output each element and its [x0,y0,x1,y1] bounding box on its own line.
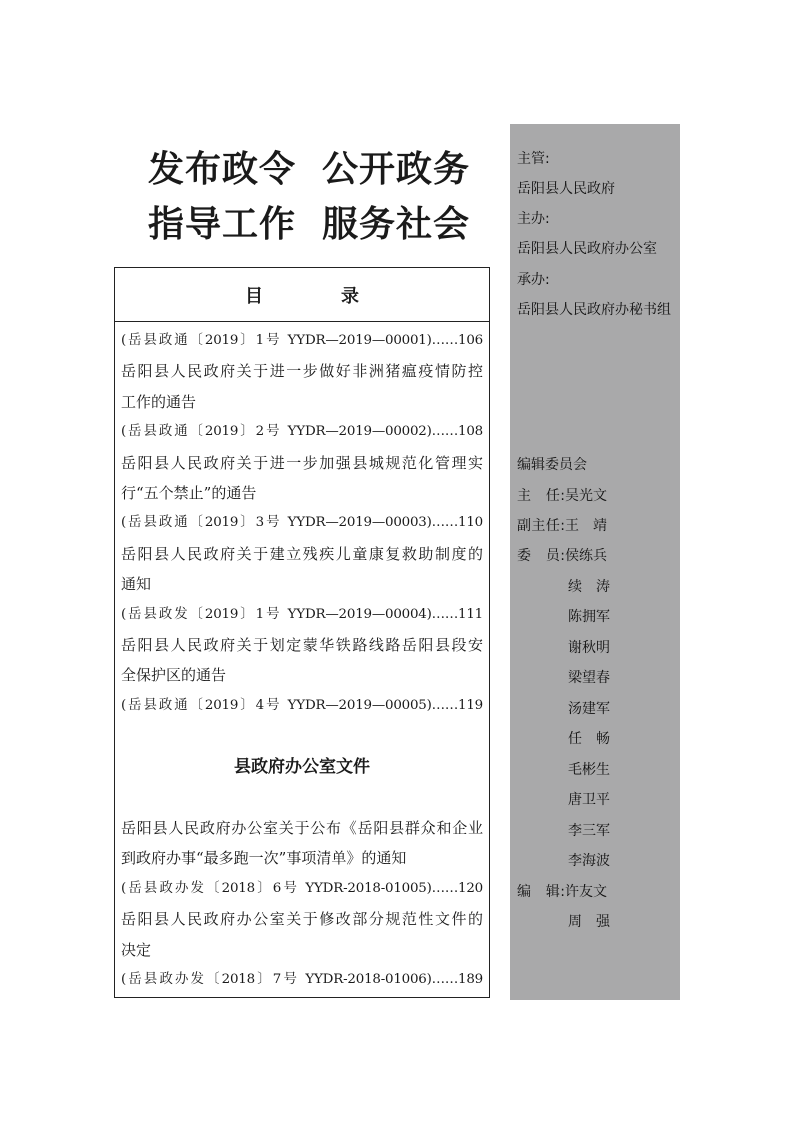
toc-reference-line: (岳县政通〔2019〕2号 YYDR—2019—00002)……108 [121,424,483,440]
toc-title-line: 岳阳县人民政府关于划定蒙华铁路线路岳阳县段安 [121,635,483,654]
toc-title-line: 岳阳县人民政府关于进一步做好非洲猪瘟疫情防控 [121,362,483,381]
member-name: 毛彬生 [568,762,610,778]
toc-title-line: 工作的通告 [121,392,197,411]
committee-title: 编辑委员会 [517,457,587,473]
member-name: 侯练兵 [565,548,607,564]
director-name: 吴光文 [565,488,607,504]
sponsor-label: 主办: [517,211,550,227]
editor-row [517,881,607,901]
deputy-label: 副主任: [517,518,565,534]
slogan-2b: 服务社会 [322,204,471,245]
toc-title-line: 岳阳县人民政府办公室关于公布《岳阳县群众和企业 [121,819,483,838]
slogan-1b: 公开政务 [322,149,471,190]
toc-title-line: 到政府办事“最多跑一次”事项清单》的通知 [121,849,407,868]
editor-name: 许友文 [565,884,607,900]
member-name: 汤建军 [568,701,610,717]
toc-heading: 目 录 [115,268,489,322]
member-name: 任 畅 [568,731,610,747]
toc-title-line: 全保护区的通告 [121,666,227,685]
members-label: 委 员: [517,548,565,564]
member-name: 李海波 [568,853,610,869]
sponsor-name: 岳阳县人民政府办公室 [517,241,657,257]
toc-title-line: 通知 [121,575,152,594]
supervisor-label: 主管: [517,151,550,167]
organizer-name: 岳阳县人民政府办秘书组 [517,302,671,318]
deputy-row [517,515,607,535]
toc-title-line: 岳阳县人民政府办公室关于修改部分规范性文件的 [121,910,483,929]
table-of-contents [114,267,490,998]
director-label: 主 任: [517,488,565,504]
toc-title-line: 决定 [121,940,152,959]
slogan-2a: 指导工作 [148,204,297,245]
toc-title-line: 行“五个禁止”的通告 [121,483,257,502]
member-name: 谢秋明 [568,640,610,656]
toc-entries-bottom [121,813,483,995]
toc-reference-line: (岳县政发〔2019〕1号 YYDR—2019—00004)……111 [121,606,483,622]
toc-title-line: 岳阳县人民政府关于进一步加强县城规范化管理实 [121,453,483,472]
toc-reference-line: (岳县政通〔2019〕3号 YYDR—2019—00003)……110 [121,515,483,531]
editor-name: 周 强 [568,914,610,930]
toc-reference-line: (岳县政通〔2019〕4号 YYDR—2019—00005)……119 [121,697,483,713]
member-name: 续 涛 [568,579,610,595]
masthead-sidebar [510,124,680,1000]
toc-reference-line: (岳县政办发〔2018〕7号 YYDR-2018-01006)……189 [121,972,483,988]
director-row [517,485,607,505]
slogan-1a: 发布政令 [148,149,297,190]
organizer-label: 承办: [517,272,550,288]
supervisor-name: 岳阳县人民政府 [517,181,615,197]
editor-label: 编 辑: [517,884,565,900]
deputy-name: 王 靖 [565,518,607,534]
toc-title-line: 岳阳县人民政府关于建立残疾儿童康复救助制度的 [121,544,483,563]
slogan-line-1 [148,141,471,192]
slogan-line-2 [148,196,471,247]
member-name: 陈拥军 [568,609,610,625]
members-row [517,545,607,565]
toc-reference-line: (岳县政通〔2019〕1号 YYDR—2019—00001)……106 [121,333,483,348]
member-name: 李三军 [568,823,610,839]
toc-entries-top [121,326,483,721]
section-title: 县政府办公室文件 [234,757,370,778]
member-name: 梁望春 [568,670,610,686]
member-name: 唐卫平 [568,792,610,808]
toc-body [115,322,489,995]
toc-reference-line: (岳县政办发〔2018〕6号 YYDR-2018-01005)……120 [121,880,483,896]
